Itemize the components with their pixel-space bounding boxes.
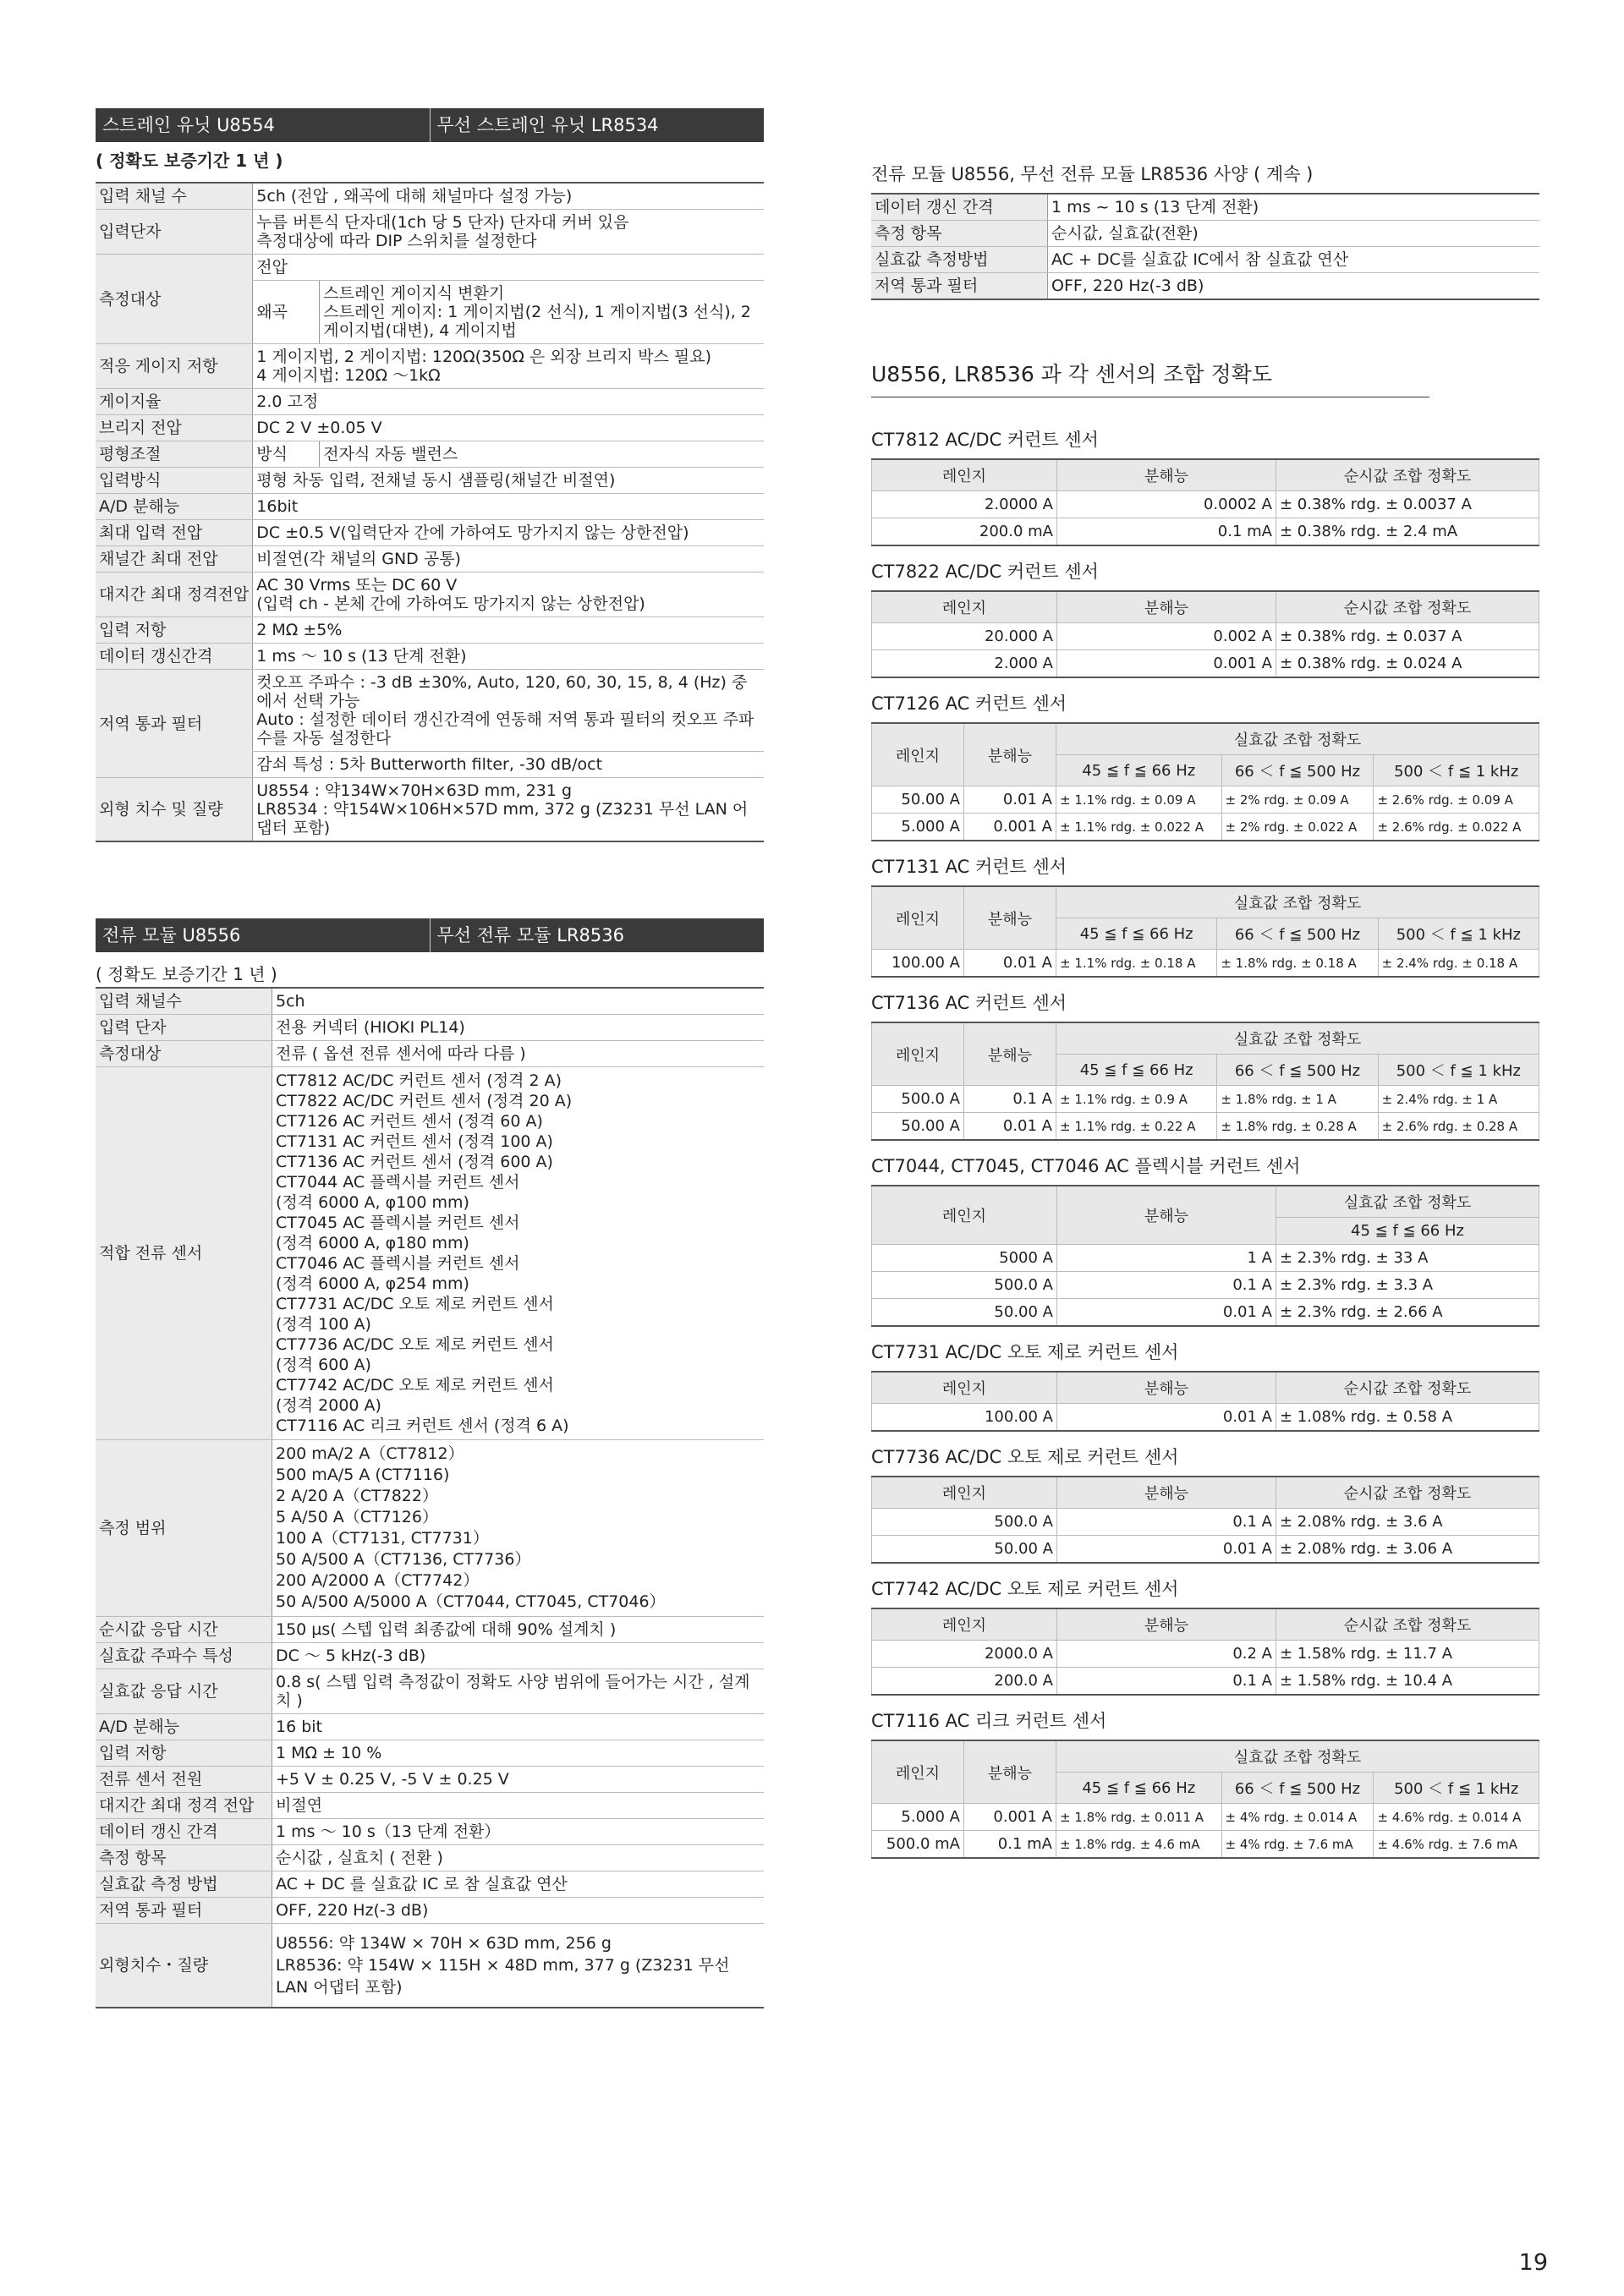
col-f1: 45 ≦ f ≦ 66 Hz (1276, 1218, 1539, 1245)
cell-range: 100.00 A (872, 950, 964, 978)
table-header-row (872, 886, 1539, 918)
spec-key: 대지간 최대 정격 전압 (96, 1793, 272, 1819)
cell-acc: ± 2.08% rdg. ± 3.6 A (1276, 1509, 1539, 1536)
table-row (96, 415, 764, 441)
cell-acc: ± 2.3% rdg. ± 3.3 A (1276, 1272, 1539, 1299)
spec-key: 외형 치수 및 질량 (96, 778, 253, 842)
col-res: 분해능 (964, 723, 1056, 786)
spec-value: 0.8 s( 스텝 입력 측정값이 정확도 사양 범위에 들어가는 시간 , 설계치 ) (272, 1669, 765, 1714)
page-number: 19 (1518, 2249, 1548, 2276)
spec-value: 누름 버튼식 단자대(1ch 당 5 단자) 단자대 커버 있음 측정대상에 따라 DIP 스위치를 설정한다 (253, 210, 764, 255)
spec-value: AC + DC 를 실효값 IC 로 참 실효값 연산 (272, 1871, 765, 1898)
current-warranty-note: ( 정확도 보증기간 1 년 ) (96, 964, 277, 984)
spec-value: U8556: 약 134W × 70H × 63D mm, 256 g LR8536: 약 154W × 115H × 48D mm, 377 g (Z3231 무선 LAN 어댑터 포함) (272, 1924, 765, 2008)
cell-res: 0.01 A (964, 786, 1056, 814)
cell-acc: ± 1.58% rdg. ± 10.4 A (1276, 1668, 1539, 1696)
spec-key: 실효값 측정방법 (871, 247, 1048, 273)
right-column (871, 161, 1539, 1859)
table-row (96, 1740, 764, 1767)
spec-key: 평형조절 (96, 441, 253, 468)
spec-key: 최대 입력 전압 (96, 520, 253, 546)
spec-key: 데이터 갱신 간격 (96, 1819, 272, 1845)
spec-value: 감쇠 특성 : 5차 Butterworth filter, -30 dB/oct (253, 752, 764, 778)
cell-res: 1 A (1057, 1245, 1276, 1272)
spec-key: 저역 통과 필터 (871, 273, 1048, 300)
spec-value: AC 30 Vrms 또는 DC 60 V (입력 ch - 본체 간에 가하여도 망가지지 않는 상한전압) (253, 573, 764, 617)
col-res: 분해능 (964, 1740, 1056, 1804)
spec-value: 스트레인 게이지식 변환기 스트레인 게이지: 1 게이지법(2 선식), 1 게이지법(3 선식), 2 게이지법(대변), 4 게이지법 (320, 281, 764, 344)
cell-range: 50.00 A (872, 786, 964, 814)
cell-acc: ± 1.58% rdg. ± 11.7 A (1276, 1641, 1539, 1668)
col-inst: 순시값 조합 정확도 (1276, 591, 1539, 623)
cell-range: 2.000 A (872, 650, 1057, 678)
table-row (872, 1113, 1539, 1141)
spec-subkey: 방식 (253, 441, 320, 468)
table-header-row (872, 723, 1539, 755)
table-row (96, 1643, 764, 1669)
spec-value: 1 ms ~ 10 s (13 단계 전환) (1048, 194, 1540, 221)
col-f3: 500 ＜ f ≦ 1 kHz (1378, 918, 1539, 950)
col-f2: 66 ＜ f ≦ 500 Hz (1221, 1773, 1374, 1804)
spec-value: 150 µs( 스텝 입력 최종값에 대해 90% 설계치 ) (272, 1617, 765, 1643)
cell-range: 500.0 A (872, 1086, 964, 1113)
table-row (96, 1669, 764, 1714)
table-row (96, 573, 764, 617)
spec-key: 데이터 갱신 간격 (871, 194, 1048, 221)
table-row (96, 389, 764, 415)
table-row (96, 210, 764, 255)
cell-acc: ± 1.8% rdg. ± 4.6 mA (1056, 1831, 1222, 1859)
spec-key: 입력 채널 수 (96, 183, 253, 210)
spec-value: +5 V ± 0.25 V, -5 V ± 0.25 V (272, 1767, 765, 1793)
table-row (872, 491, 1539, 518)
cell-acc: ± 0.38% rdg. ± 0.024 A (1276, 650, 1539, 678)
spec-value: AC + DC를 실효값 IC에서 참 실효값 연산 (1048, 247, 1540, 273)
table-row (96, 344, 764, 389)
ct7044-table (871, 1185, 1539, 1327)
ct7822-table (871, 590, 1539, 678)
cell-acc: ± 1.1% rdg. ± 0.09 A (1056, 786, 1222, 814)
cell-res: 0.01 A (1057, 1404, 1276, 1432)
col-res: 분해능 (1057, 1372, 1276, 1404)
table-row (872, 1404, 1539, 1432)
current-header-lr8536: 무선 전류 모듈 LR8536 (430, 918, 765, 952)
spec-key: 입력 단자 (96, 1015, 272, 1041)
table-row (96, 441, 764, 468)
spec-key: 입력 채널수 (96, 988, 272, 1015)
spec-key: A/D 분해능 (96, 1714, 272, 1740)
spec-key: 저역 통과 필터 (96, 1898, 272, 1924)
ct7812-title: CT7812 AC/DC 커런트 센서 (871, 430, 1099, 450)
spec-key: 측정대상 (96, 255, 253, 344)
spec-key: 대지간 최대 정격전압 (96, 573, 253, 617)
col-range: 레인지 (872, 1186, 1057, 1245)
cell-acc: ± 2% rdg. ± 0.09 A (1221, 786, 1374, 814)
spec-value: 2 MΩ ±5% (253, 617, 764, 644)
cell-res: 0.1 A (1057, 1509, 1276, 1536)
cell-res: 0.01 A (964, 950, 1056, 978)
spec-key: 외형치수・질량 (96, 1924, 272, 2008)
cell-acc: ± 1.8% rdg. ± 0.18 A (1217, 950, 1378, 978)
col-res: 분해능 (1057, 591, 1276, 623)
table-row (96, 1871, 764, 1898)
col-res: 분해능 (1057, 1608, 1276, 1641)
table-row (96, 617, 764, 644)
col-res: 분해능 (964, 886, 1056, 950)
spec-key: 입력 저항 (96, 617, 253, 644)
cell-acc: ± 1.1% rdg. ± 0.022 A (1056, 814, 1222, 841)
table-row (96, 1714, 764, 1740)
spec-value: 16 bit (272, 1714, 765, 1740)
spec-key: 데이터 갱신간격 (96, 644, 253, 670)
ct7822-title: CT7822 AC/DC 커런트 센서 (871, 562, 1099, 582)
ct7136-table (871, 1022, 1539, 1141)
col-range: 레인지 (872, 1372, 1057, 1404)
spec-value: 전자식 자동 밸런스 (320, 441, 764, 468)
spec-key: 게이지율 (96, 389, 253, 415)
cell-acc: ± 4.6% rdg. ± 0.014 A (1374, 1804, 1539, 1831)
col-inst: 순시값 조합 정확도 (1276, 1477, 1539, 1509)
table-row (96, 1819, 764, 1845)
spec-value: 전압 (253, 255, 764, 281)
spec-value: 전용 커넥터 (HIOKI PL14) (272, 1015, 765, 1041)
cell-res: 0.1 A (964, 1086, 1056, 1113)
spec-value: 200 mA/2 A（CT7812） 500 mA/5 A (CT7116) 2 A/20 A（CT7822） 5 A/50 A（CT7126） 100 A（CT7131, CT7731） 50 A/500 A（CT7136, CT7736） 200 A/2000 A（CT7742） 50 A/500 A/5000 A（CT7044, CT7045, CT7046） (272, 1440, 765, 1617)
spec-key: 전류 센서 전원 (96, 1767, 272, 1793)
strain-header-lr8534: 무선 스트레인 유닛 LR8534 (430, 108, 765, 142)
spec-value: 1 MΩ ± 10 % (272, 1740, 765, 1767)
cell-res: 0.2 A (1057, 1641, 1276, 1668)
cell-acc: ± 2.4% rdg. ± 0.18 A (1378, 950, 1539, 978)
table-row (872, 950, 1539, 978)
spec-value: 16bit (253, 494, 764, 520)
spec-value: DC ±0.5 V(입력단자 간에 가하여도 망가지지 않는 상한전압) (253, 520, 764, 546)
spec-value: DC 2 V ±0.05 V (253, 415, 764, 441)
cell-res: 0.0002 A (1057, 491, 1276, 518)
cell-range: 5000 A (872, 1245, 1057, 1272)
cell-range: 2000.0 A (872, 1641, 1057, 1668)
col-range: 레인지 (872, 1608, 1057, 1641)
cell-acc: ± 1.8% rdg. ± 0.28 A (1217, 1113, 1378, 1141)
spec-value: 2.0 고정 (253, 389, 764, 415)
current-cont-table (871, 193, 1539, 300)
col-f2: 66 ＜ f ≦ 500 Hz (1217, 1055, 1378, 1086)
cell-res: 0.1 A (1057, 1668, 1276, 1696)
spec-key: 측정대상 (96, 1041, 272, 1067)
table-row (96, 1924, 764, 2008)
spec-value: 전류 ( 옵션 전류 센서에 따라 다름 ) (272, 1041, 765, 1067)
col-f2: 66 ＜ f ≦ 500 Hz (1221, 755, 1374, 786)
table-row (96, 1845, 764, 1871)
strain-spec-table (96, 182, 764, 842)
col-rms: 실효값 조합 정확도 (1056, 1022, 1539, 1055)
col-f1: 45 ≦ f ≦ 66 Hz (1056, 1773, 1222, 1804)
cell-range: 2.0000 A (872, 491, 1057, 518)
cell-res: 0.1 mA (1057, 518, 1276, 546)
table-header-row (872, 1740, 1539, 1773)
spec-value: 비절연 (272, 1793, 765, 1819)
ct7131-table (871, 885, 1539, 978)
cell-acc: ± 1.8% rdg. ± 0.011 A (1056, 1804, 1222, 1831)
spec-value: 1 ms ～ 10 s (13 단계 전환) (253, 644, 764, 670)
ct7812-table (871, 458, 1539, 546)
current-cont-title: 전류 모듈 U8556, 무선 전류 모듈 LR8536 사양 ( 계속 ) (871, 164, 1314, 184)
cell-range: 500.0 A (872, 1509, 1057, 1536)
col-f1: 45 ≦ f ≦ 66 Hz (1056, 918, 1217, 950)
table-row (872, 1668, 1539, 1696)
cell-acc: ± 1.08% rdg. ± 0.58 A (1276, 1404, 1539, 1432)
col-rms: 실효값 조합 정확도 (1276, 1186, 1539, 1218)
ct7736-table (871, 1476, 1539, 1564)
spec-value: OFF, 220 Hz(-3 dB) (1048, 273, 1540, 300)
spec-key: 적합 전류 센서 (96, 1067, 272, 1440)
ct7131-title: CT7131 AC 커런트 센서 (871, 857, 1067, 877)
spec-value: 5ch (272, 988, 765, 1015)
ct7126-table (871, 722, 1539, 841)
table-header-row (872, 591, 1539, 623)
spec-value: 1 ms ～ 10 s（13 단계 전환） (272, 1819, 765, 1845)
spec-key: 순시값 응답 시간 (96, 1617, 272, 1643)
cell-range: 50.00 A (872, 1113, 964, 1141)
table-row (872, 1272, 1539, 1299)
ct7126-title: CT7126 AC 커런트 센서 (871, 693, 1067, 714)
strain-spec-header (96, 108, 764, 142)
spec-value: 1 게이지법, 2 게이지법: 120Ω(350Ω 은 외장 브리지 박스 필요) 4 게이지법: 120Ω ～1kΩ (253, 344, 764, 389)
cell-acc: ± 1.1% rdg. ± 0.22 A (1056, 1113, 1217, 1141)
spec-key: 적응 게이지 저항 (96, 344, 253, 389)
col-rms: 실효값 조합 정확도 (1056, 723, 1539, 755)
spec-key: A/D 분해능 (96, 494, 253, 520)
table-row (96, 1793, 764, 1819)
col-inst: 순시값 조합 정확도 (1276, 1372, 1539, 1404)
table-row (96, 1015, 764, 1041)
table-row (872, 623, 1539, 650)
ct7731-table (871, 1371, 1539, 1432)
cell-range: 200.0 mA (872, 518, 1057, 546)
spec-key: 측정 범위 (96, 1440, 272, 1617)
spec-key: 브리지 전압 (96, 415, 253, 441)
table-row (872, 650, 1539, 678)
cell-range: 200.0 A (872, 1668, 1057, 1696)
table-row (872, 1831, 1539, 1859)
col-range: 레인지 (872, 886, 964, 950)
cell-acc: ± 0.38% rdg. ± 0.0037 A (1276, 491, 1539, 518)
table-row (96, 468, 764, 494)
cell-acc: ± 2.3% rdg. ± 33 A (1276, 1245, 1539, 1272)
table-row (872, 1509, 1539, 1536)
table-row (96, 183, 764, 210)
accuracy-section-title: U8556, LR8536 과 각 센서의 조합 정확도 (871, 342, 1429, 397)
ct7731-title: CT7731 AC/DC 오토 제로 커런트 센서 (871, 1342, 1179, 1362)
spec-value: 5ch (전압 , 왜곡에 대해 채널마다 설정 가능) (253, 183, 764, 210)
ct7136-title: CT7136 AC 커런트 센서 (871, 993, 1067, 1013)
spec-key: 입력방식 (96, 468, 253, 494)
left-column (96, 108, 764, 2008)
cell-range: 50.00 A (872, 1536, 1057, 1564)
table-row (96, 520, 764, 546)
cell-range: 500.0 mA (872, 1831, 964, 1859)
table-row (872, 1299, 1539, 1327)
ct7742-title: CT7742 AC/DC 오토 제로 커런트 센서 (871, 1579, 1179, 1599)
table-header-row (872, 459, 1539, 491)
spec-key: 저역 통과 필터 (96, 670, 253, 778)
table-row (96, 1067, 764, 1440)
spec-key: 실효값 주파수 특성 (96, 1643, 272, 1669)
cell-acc: ± 1.1% rdg. ± 0.18 A (1056, 950, 1217, 978)
cell-acc: ± 1.8% rdg. ± 1 A (1217, 1086, 1378, 1113)
strain-header-u8554: 스트레인 유닛 U8554 (102, 115, 275, 135)
table-header-row (872, 1608, 1539, 1641)
col-range: 레인지 (872, 723, 964, 786)
cell-acc: ± 4% rdg. ± 7.6 mA (1221, 1831, 1374, 1859)
col-range: 레인지 (872, 1740, 964, 1804)
table-row (96, 1041, 764, 1067)
table-row (96, 778, 764, 842)
col-res: 분해능 (964, 1022, 1056, 1086)
spec-value: 평형 차동 입력, 전채널 동시 샘플링(채널간 비절연) (253, 468, 764, 494)
col-range: 레인지 (872, 1022, 964, 1086)
cell-acc: ± 2.6% rdg. ± 0.022 A (1374, 814, 1539, 841)
table-row (96, 670, 764, 752)
ct7116-table (871, 1740, 1539, 1859)
col-f2: 66 ＜ f ≦ 500 Hz (1217, 918, 1378, 950)
table-row (872, 518, 1539, 546)
col-inst: 순시값 조합 정확도 (1276, 1608, 1539, 1641)
table-header-row (872, 1022, 1539, 1055)
table-row (871, 273, 1539, 300)
current-header-u8556: 전류 모듈 U8556 (102, 925, 241, 945)
table-row (96, 1898, 764, 1924)
cell-range: 20.000 A (872, 623, 1057, 650)
cell-acc: ± 2.6% rdg. ± 0.09 A (1374, 786, 1539, 814)
cell-acc: ± 2.6% rdg. ± 0.28 A (1378, 1113, 1539, 1141)
spec-subkey: 왜곡 (253, 281, 320, 344)
table-row (871, 221, 1539, 247)
cell-acc: ± 4.6% rdg. ± 7.6 mA (1374, 1831, 1539, 1859)
table-row (96, 494, 764, 520)
table-row (96, 644, 764, 670)
ct7044-title: CT7044, CT7045, CT7046 AC 플렉시블 커런트 센서 (871, 1156, 1301, 1176)
col-res: 분해능 (1057, 1186, 1276, 1245)
col-f1: 45 ≦ f ≦ 66 Hz (1056, 1055, 1217, 1086)
table-row (871, 247, 1539, 273)
spec-key: 채널간 최대 전압 (96, 546, 253, 573)
cell-res: 0.01 A (964, 1113, 1056, 1141)
table-row (872, 1641, 1539, 1668)
cell-res: 0.001 A (964, 1804, 1056, 1831)
spec-value: DC ～ 5 kHz(-3 dB) (272, 1643, 765, 1669)
col-f3: 500 ＜ f ≦ 1 kHz (1374, 755, 1539, 786)
col-range: 레인지 (872, 591, 1057, 623)
cell-range: 5.000 A (872, 814, 964, 841)
current-spec-table (96, 987, 764, 2008)
col-rms: 실효값 조합 정확도 (1056, 886, 1539, 918)
table-row (96, 1440, 764, 1617)
cell-acc: ± 2.08% rdg. ± 3.06 A (1276, 1536, 1539, 1564)
table-row (96, 1767, 764, 1793)
table-row (871, 194, 1539, 221)
cell-res: 0.001 A (1057, 650, 1276, 678)
col-range: 레인지 (872, 1477, 1057, 1509)
table-row (96, 1617, 764, 1643)
cell-acc: ± 2.3% rdg. ± 2.66 A (1276, 1299, 1539, 1327)
cell-range: 5.000 A (872, 1804, 964, 1831)
col-res: 분해능 (1057, 459, 1276, 491)
cell-acc: ± 0.38% rdg. ± 2.4 mA (1276, 518, 1539, 546)
col-range: 레인지 (872, 459, 1057, 491)
spec-value: 비절연(각 채널의 GND 공통) (253, 546, 764, 573)
table-row (96, 988, 764, 1015)
spec-value: 순시값 , 실효치 ( 전환 ) (272, 1845, 765, 1871)
spec-key: 실효값 응답 시간 (96, 1669, 272, 1714)
spec-value: OFF, 220 Hz(-3 dB) (272, 1898, 765, 1924)
table-header-row (872, 1477, 1539, 1509)
cell-range: 500.0 A (872, 1272, 1057, 1299)
ct7736-title: CT7736 AC/DC 오토 제로 커런트 센서 (871, 1447, 1179, 1467)
spec-value: 순시값, 실효값(전환) (1048, 221, 1540, 247)
col-res: 분해능 (1057, 1477, 1276, 1509)
spec-key: 실효값 측정 방법 (96, 1871, 272, 1898)
table-row (872, 1804, 1539, 1831)
spec-value: CT7812 AC/DC 커런트 센서 (정격 2 A) CT7822 AC/DC 커런트 센서 (정격 20 A) CT7126 AC 커런트 센서 (정격 60 A) CT7131 AC 커런트 센서 (정격 100 A) CT7136 AC 커런트 센서 (정격 600 A) CT7044 AC 플렉시블 커런트 센서 (정격 6000 A, φ100 mm) CT7045 AC 플렉시블 커런트 센서 (정격 6000 A, φ180 mm) CT7046 AC 플렉시블 커런트 센서 (정격 6000 A, φ254 mm) CT7731 AC/DC 오토 제로 커런트 센서 (정격 100 A) CT7736 AC/DC 오토 제로 커런트 센서 (정격 600 A) CT7742 AC/DC 오토 제로 커런트 센서 (정격 2000 A) CT7116 AC 리크 커런트 센서 (정격 6 A) (272, 1067, 765, 1440)
spec-key: 측정 항목 (871, 221, 1048, 247)
cell-acc: ± 1.1% rdg. ± 0.9 A (1056, 1086, 1217, 1113)
cell-acc: ± 4% rdg. ± 0.014 A (1221, 1804, 1374, 1831)
spec-value: 컷오프 주파수 : -3 dB ±30%, Auto, 120, 60, 30, 15, 8, 4 (Hz) 중에서 선택 가능 Auto : 설정한 데이터 갱신간격에 연동해 저역 통과 필터의 컷오프 주파수를 자동 설정한다 (253, 670, 764, 752)
col-f3: 500 ＜ f ≦ 1 kHz (1378, 1055, 1539, 1086)
cell-res: 0.002 A (1057, 623, 1276, 650)
table-row (872, 814, 1539, 841)
table-row (96, 255, 764, 281)
cell-res: 0.001 A (964, 814, 1056, 841)
table-header-row (872, 1372, 1539, 1404)
cell-res: 0.1 A (1057, 1272, 1276, 1299)
col-f1: 45 ≦ f ≦ 66 Hz (1056, 755, 1222, 786)
table-row (872, 1536, 1539, 1564)
cell-acc: ± 2% rdg. ± 0.022 A (1221, 814, 1374, 841)
table-header-row (872, 1186, 1539, 1218)
strain-warranty-note: ( 정확도 보증기간 1 년 ) (96, 151, 283, 171)
spec-key: 입력 저항 (96, 1740, 272, 1767)
spec-key: 측정 항목 (96, 1845, 272, 1871)
col-inst: 순시값 조합 정확도 (1276, 459, 1539, 491)
col-f3: 500 ＜ f ≦ 1 kHz (1374, 1773, 1539, 1804)
cell-acc: ± 2.4% rdg. ± 1 A (1378, 1086, 1539, 1113)
cell-res: 0.1 mA (964, 1831, 1056, 1859)
ct7116-title: CT7116 AC 리크 커런트 센서 (871, 1711, 1107, 1731)
table-row (872, 1245, 1539, 1272)
cell-res: 0.01 A (1057, 1299, 1276, 1327)
cell-acc: ± 0.38% rdg. ± 0.037 A (1276, 623, 1539, 650)
table-row (96, 546, 764, 573)
col-rms: 실효값 조합 정확도 (1056, 1740, 1539, 1773)
cell-range: 100.00 A (872, 1404, 1057, 1432)
ct7742-table (871, 1608, 1539, 1696)
table-row (872, 1086, 1539, 1113)
spec-key: 입력단자 (96, 210, 253, 255)
current-spec-header (96, 918, 764, 952)
cell-range: 50.00 A (872, 1299, 1057, 1327)
cell-res: 0.01 A (1057, 1536, 1276, 1564)
table-row (872, 786, 1539, 814)
spec-value: U8554 : 약134W×70H×63D mm, 231 g LR8534 : 약154W×106H×57D mm, 372 g (Z3231 무선 LAN 어댑터 포함) (253, 778, 764, 842)
